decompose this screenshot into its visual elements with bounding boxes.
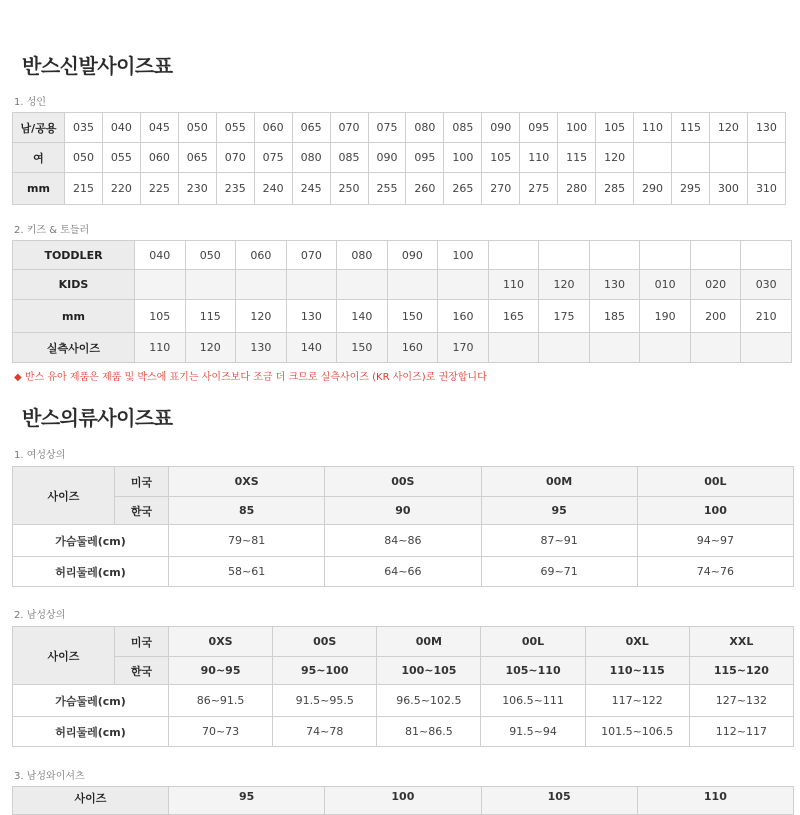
size-cell: 260 (406, 173, 444, 205)
size-cell: 225 (140, 173, 178, 205)
size-cell: 065 (178, 143, 216, 173)
us-size-cell: 00S (273, 627, 377, 657)
waist-value: 91.5~94 (481, 717, 585, 747)
chest-value: 94~97 (637, 525, 793, 557)
size-cell (539, 241, 590, 270)
kr-size-cell: 85 (169, 497, 325, 525)
us-label: 미국 (115, 467, 169, 497)
size-cell (135, 270, 186, 300)
size-cell: 255 (368, 173, 406, 205)
waist-value: 74~78 (273, 717, 377, 747)
table-row (13, 113, 786, 143)
shirts-caption: 3. 남성와이셔츠 (14, 771, 85, 782)
waist-value: 58~61 (169, 557, 325, 587)
size-cell: 080 (337, 241, 388, 270)
size-cell (640, 333, 691, 363)
size-cell (185, 270, 236, 300)
size-header: 사이즈 (13, 787, 169, 815)
chest-label: 가슴둘레(cm) (13, 525, 169, 557)
kr-size-cell: 115~120 (689, 657, 793, 685)
size-cell: 185 (589, 300, 640, 333)
size-cell: 165 (488, 300, 539, 333)
size-cell: 210 (741, 300, 792, 333)
shirt-size-cell: 105 (481, 787, 637, 815)
size-cell: 095 (406, 143, 444, 173)
us-size-cell: 00M (481, 467, 637, 497)
row-label: mm (13, 173, 65, 205)
chest-value: 86~91.5 (169, 685, 273, 717)
table-row (13, 333, 792, 363)
size-cell: 275 (520, 173, 558, 205)
size-cell: 250 (330, 173, 368, 205)
waist-value: 101.5~106.5 (585, 717, 689, 747)
row-label: 여 (13, 143, 65, 173)
size-cell: 085 (330, 143, 368, 173)
apparel-size-title: 반스의류사이즈표 (22, 406, 173, 430)
chest-value: 106.5~111 (481, 685, 585, 717)
size-cell (747, 143, 785, 173)
size-cell (690, 333, 741, 363)
size-cell: 060 (254, 113, 292, 143)
size-cell: 090 (482, 113, 520, 143)
size-cell (741, 333, 792, 363)
size-cell (286, 270, 337, 300)
size-cell: 270 (482, 173, 520, 205)
size-cell: 070 (286, 241, 337, 270)
table-row (13, 143, 786, 173)
us-size-cell: 0XL (585, 627, 689, 657)
size-cell: 105 (135, 300, 186, 333)
size-cell: 070 (330, 113, 368, 143)
size-cell: 200 (690, 300, 741, 333)
kr-label: 한국 (115, 657, 169, 685)
size-cell: 110 (634, 113, 672, 143)
kr-size-cell: 110~115 (585, 657, 689, 685)
size-cell: 120 (539, 270, 590, 300)
size-cell: 100 (444, 143, 482, 173)
size-cell (387, 270, 438, 300)
us-size-cell: XXL (689, 627, 793, 657)
size-cell: 115 (672, 113, 710, 143)
size-cell: 090 (368, 143, 406, 173)
size-cell: 240 (254, 173, 292, 205)
row-label: 실측사이즈 (13, 333, 135, 363)
us-size-cell: 00S (325, 467, 481, 497)
size-cell: 295 (672, 173, 710, 205)
chest-value: 87~91 (481, 525, 637, 557)
chest-value: 84~86 (325, 525, 481, 557)
size-cell: 045 (140, 113, 178, 143)
chest-value: 79~81 (169, 525, 325, 557)
size-cell: 035 (65, 113, 103, 143)
size-cell: 050 (178, 113, 216, 143)
size-cell: 090 (387, 241, 438, 270)
size-cell: 175 (539, 300, 590, 333)
size-cell: 120 (236, 300, 287, 333)
size-cell: 020 (690, 270, 741, 300)
size-cell (672, 143, 710, 173)
size-cell: 095 (520, 113, 558, 143)
kr-size-cell: 90~95 (169, 657, 273, 685)
waist-value: 69~71 (481, 557, 637, 587)
size-cell (488, 241, 539, 270)
size-cell: 040 (135, 241, 186, 270)
waist-value: 112~117 (689, 717, 793, 747)
size-cell: 140 (286, 333, 337, 363)
table-row (13, 270, 792, 300)
size-cell (438, 270, 489, 300)
size-cell: 110 (488, 270, 539, 300)
size-cell (634, 143, 672, 173)
kr-label: 한국 (115, 497, 169, 525)
size-cell: 160 (438, 300, 489, 333)
kids-caption: 2. 키즈 & 토들러 (14, 225, 90, 236)
size-cell: 060 (236, 241, 287, 270)
size-cell: 050 (65, 143, 103, 173)
size-cell (640, 241, 691, 270)
size-cell: 230 (178, 173, 216, 205)
size-cell: 040 (102, 113, 140, 143)
size-cell (236, 270, 287, 300)
table-row (13, 241, 792, 270)
us-size-cell: 0XS (169, 467, 325, 497)
waist-value: 70~73 (169, 717, 273, 747)
shirt-size-cell: 100 (325, 787, 481, 815)
size-cell: 290 (634, 173, 672, 205)
men-top-table (12, 626, 794, 747)
row-label: TODDLER (13, 241, 135, 270)
waist-value: 64~66 (325, 557, 481, 587)
size-cell: 150 (387, 300, 438, 333)
size-cell: 055 (102, 143, 140, 173)
size-cell: 080 (406, 113, 444, 143)
shoe-size-title: 반스신발사이즈표 (22, 54, 173, 78)
row-label: KIDS (13, 270, 135, 300)
size-cell: 085 (444, 113, 482, 143)
chest-value: 117~122 (585, 685, 689, 717)
size-cell: 065 (292, 113, 330, 143)
kr-size-cell: 90 (325, 497, 481, 525)
waist-label: 허리둘레(cm) (13, 557, 169, 587)
size-cell: 130 (286, 300, 337, 333)
size-cell: 050 (185, 241, 236, 270)
size-cell: 100 (558, 113, 596, 143)
size-cell: 150 (337, 333, 388, 363)
us-size-cell: 00M (377, 627, 481, 657)
kr-size-cell: 105~110 (481, 657, 585, 685)
size-cell: 220 (102, 173, 140, 205)
size-cell (690, 241, 741, 270)
size-cell: 105 (482, 143, 520, 173)
size-cell: 060 (140, 143, 178, 173)
size-cell: 115 (558, 143, 596, 173)
size-cell (539, 333, 590, 363)
size-cell: 170 (438, 333, 489, 363)
size-header: 사이즈 (13, 467, 115, 525)
size-cell: 120 (709, 113, 747, 143)
size-cell: 075 (368, 113, 406, 143)
adult-shoe-table (12, 112, 786, 205)
women-top-table (12, 466, 794, 587)
us-label: 미국 (115, 627, 169, 657)
size-cell (589, 333, 640, 363)
size-cell: 130 (747, 113, 785, 143)
size-cell: 140 (337, 300, 388, 333)
size-cell: 285 (596, 173, 634, 205)
size-cell: 130 (236, 333, 287, 363)
shirts-table (12, 786, 794, 815)
size-cell: 245 (292, 173, 330, 205)
size-cell: 080 (292, 143, 330, 173)
waist-value: 81~86.5 (377, 717, 481, 747)
size-cell: 110 (520, 143, 558, 173)
size-cell (337, 270, 388, 300)
size-cell (589, 241, 640, 270)
size-cell: 010 (640, 270, 691, 300)
table-row (13, 173, 786, 205)
shirt-size-cell: 110 (637, 787, 793, 815)
size-cell: 300 (709, 173, 747, 205)
us-size-cell: 00L (637, 467, 793, 497)
size-cell: 130 (589, 270, 640, 300)
kr-size-cell: 100~105 (377, 657, 481, 685)
size-cell (709, 143, 747, 173)
size-cell: 105 (596, 113, 634, 143)
shirt-size-cell: 95 (169, 787, 325, 815)
us-size-cell: 00L (481, 627, 585, 657)
size-cell: 115 (185, 300, 236, 333)
size-cell (741, 241, 792, 270)
row-label: 남/공용 (13, 113, 65, 143)
kr-size-cell: 100 (637, 497, 793, 525)
adult-caption: 1. 성인 (14, 97, 47, 108)
size-cell: 190 (640, 300, 691, 333)
table-row (13, 300, 792, 333)
size-header: 사이즈 (13, 627, 115, 685)
size-cell: 100 (438, 241, 489, 270)
kr-size-cell: 95 (481, 497, 637, 525)
size-cell: 120 (596, 143, 634, 173)
waist-label: 허리둘레(cm) (13, 717, 169, 747)
kr-size-cell: 95~100 (273, 657, 377, 685)
kids-shoe-table (12, 240, 792, 363)
kids-note: ◆ 반스 유아 제품은 제품 및 박스에 표기는 사이즈보다 조금 더 크므로 실측사이즈 (KR 사이즈)로 권장합니다 (14, 372, 487, 383)
size-cell: 030 (741, 270, 792, 300)
chest-label: 가슴둘레(cm) (13, 685, 169, 717)
waist-value: 74~76 (637, 557, 793, 587)
size-cell: 215 (65, 173, 103, 205)
men-caption: 2. 남성상의 (14, 610, 66, 621)
size-cell: 280 (558, 173, 596, 205)
row-label: mm (13, 300, 135, 333)
size-cell: 160 (387, 333, 438, 363)
chest-value: 96.5~102.5 (377, 685, 481, 717)
size-cell (488, 333, 539, 363)
size-cell: 310 (747, 173, 785, 205)
size-cell: 055 (216, 113, 254, 143)
size-cell: 265 (444, 173, 482, 205)
chest-value: 91.5~95.5 (273, 685, 377, 717)
women-caption: 1. 여성상의 (14, 450, 66, 461)
size-cell: 110 (135, 333, 186, 363)
size-cell: 075 (254, 143, 292, 173)
size-cell: 120 (185, 333, 236, 363)
size-cell: 070 (216, 143, 254, 173)
chest-value: 127~132 (689, 685, 793, 717)
us-size-cell: 0XS (169, 627, 273, 657)
size-cell: 235 (216, 173, 254, 205)
